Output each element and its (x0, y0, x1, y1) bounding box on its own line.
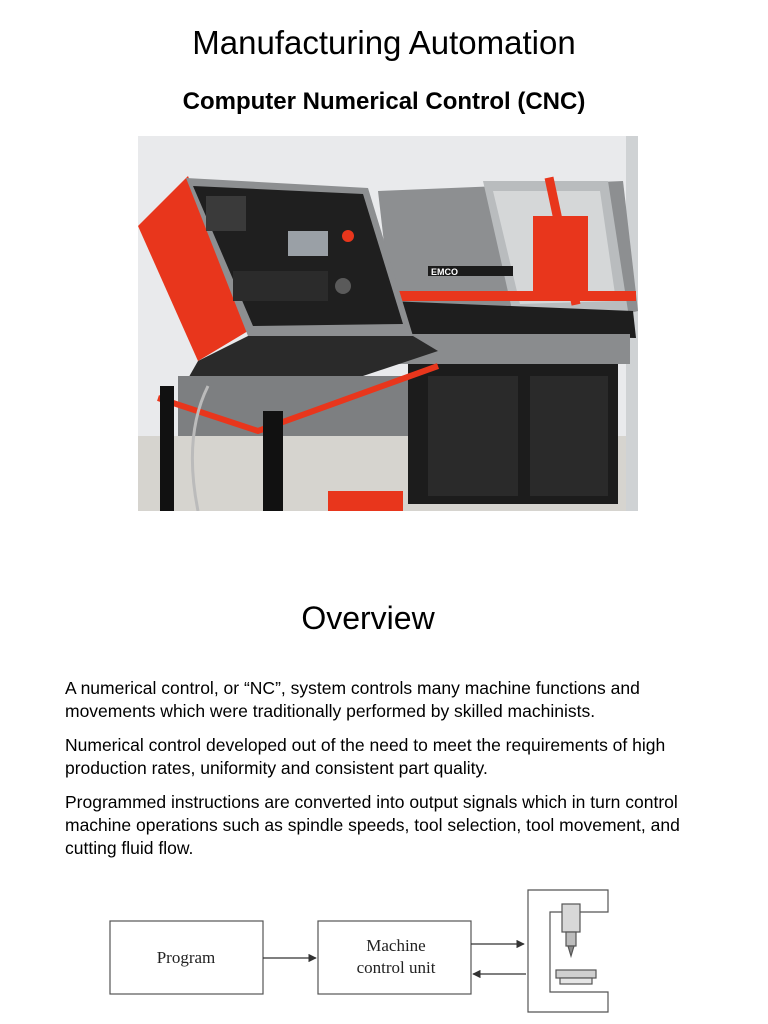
mcu-label-line1: Machine (366, 936, 426, 955)
mcu-label-line2: control unit (356, 958, 436, 977)
program-label: Program (156, 948, 216, 967)
paragraph-nc-history: Numerical control developed out of the need to meet the requirements of high production rates, uniformity and consistent part quality. (65, 735, 666, 778)
nc-block-diagram (100, 884, 620, 1014)
paragraph-nc-definition: A numerical control, or “NC”, system controls many machine functions and movements which were traditionally performed by skilled machinists. (65, 678, 640, 721)
machine-tool-icon (528, 890, 608, 1012)
paragraph-nc-signals: Programmed instructions are converted into output signals which in turn control machine operations such as spindle speeds, tool selection, tool movement, and cutting fluid flow. (65, 792, 680, 858)
cnc-machine-photo (138, 136, 638, 511)
brand-label: EMCO (431, 267, 458, 277)
overview-title: Overview (301, 600, 435, 636)
slide-subtitle: Computer Numerical Control (CNC) (182, 88, 586, 115)
slide-title: Manufacturing Automation (192, 24, 576, 61)
